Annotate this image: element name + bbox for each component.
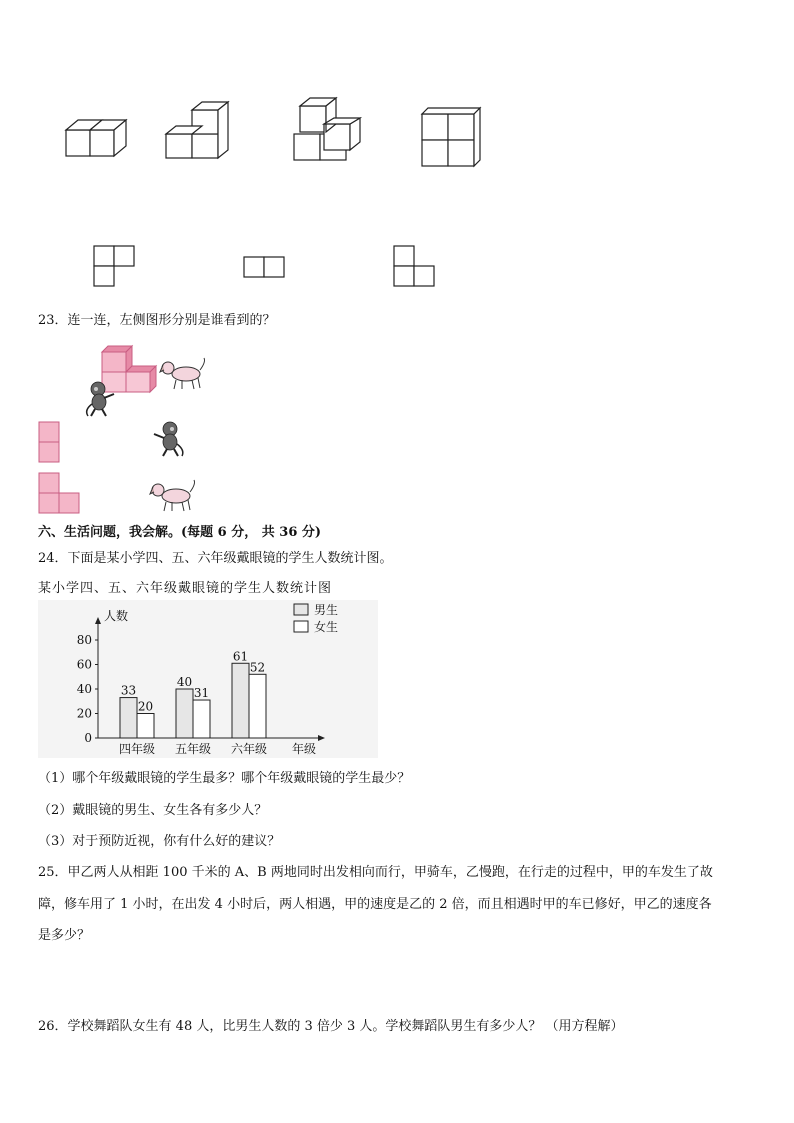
monkey-icon-match — [152, 420, 188, 458]
x-tick-label: 五年级 — [174, 742, 212, 756]
bar — [249, 674, 266, 738]
data-label: 61 — [232, 649, 249, 664]
bar — [120, 698, 137, 738]
question-26: 26．学校舞蹈队女生有 48 人，比男生人数的 3 倍少 3 人。学校舞蹈队男生有多少人？ （用方程解） — [38, 1019, 624, 1034]
cube-figure-4 — [418, 104, 488, 168]
question-25-line1: 25．甲乙两人从相距 100 千米的 A、B 两地同时出发相向而行，甲骑车，乙慢跑，在行走的过程中，甲的车发生了故 — [38, 865, 713, 880]
y-axis-label: 人数 — [104, 609, 129, 623]
view-shape-1 — [93, 245, 137, 289]
legend-swatch — [294, 621, 308, 632]
cube-figure-3 — [290, 92, 370, 164]
question-25-line3: 是多少？ — [38, 928, 91, 943]
bar — [232, 663, 249, 738]
data-label: 33 — [120, 683, 137, 698]
legend-swatch — [294, 604, 308, 615]
dog-icon — [160, 356, 208, 392]
bar — [176, 689, 193, 738]
question-24-sub1: （1）哪个年级戴眼镜的学生最多？哪个年级戴眼镜的学生最少？ — [38, 771, 411, 786]
view-shape-3 — [393, 245, 437, 289]
question-23: 23．连一连，左侧图形分别是谁看到的？ — [38, 313, 276, 328]
question-24-sub3: （3）对于预防近视，你有什么好的建议？ — [38, 834, 281, 849]
y-tick-label: 60 — [76, 657, 92, 672]
dog-icon-match — [150, 478, 200, 514]
monkey-icon — [82, 380, 118, 418]
bar — [137, 714, 154, 739]
cube-figure-2 — [162, 98, 232, 163]
chart-title: 某小学四、五、六年级戴眼镜的学生人数统计图 — [38, 581, 333, 596]
legend-label: 女生 — [314, 620, 339, 634]
data-label: 40 — [176, 675, 193, 689]
bar-chart — [38, 600, 378, 758]
legend-label: 男生 — [314, 603, 339, 617]
view-shape-2 — [243, 256, 287, 280]
data-label: 31 — [193, 686, 210, 701]
section-heading: 六、生活问题，我会解。(每题 6 分， 共 36 分) — [38, 525, 322, 540]
data-label: 52 — [249, 660, 266, 675]
y-tick-label: 80 — [76, 633, 92, 647]
y-tick-label: 20 — [76, 706, 92, 721]
pink-view-1 — [38, 421, 62, 465]
cube-figure-1 — [60, 110, 130, 165]
question-24-sub2: （2）戴眼镜的男生、女生各有多少人？ — [38, 803, 268, 818]
question-24: 24．下面是某小学四、五、六年级戴眼镜的学生人数统计图。 — [38, 551, 393, 566]
pink-view-2 — [38, 472, 84, 516]
data-label: 20 — [137, 699, 154, 714]
y-tick-label: 40 — [76, 682, 92, 696]
x-tick-label: 四年级 — [118, 742, 156, 756]
x-tick-label: 六年级 — [230, 742, 268, 756]
x-axis-label: 年级 — [291, 742, 317, 756]
question-25-line2: 障，修车用了 1 小时，在出发 4 小时后，两人相遇，甲的速度是乙的 2 倍，而且相遇时甲的车已修好，甲乙的速度各 — [38, 897, 712, 912]
bar — [193, 700, 210, 738]
y-tick-label: 0 — [84, 731, 92, 745]
